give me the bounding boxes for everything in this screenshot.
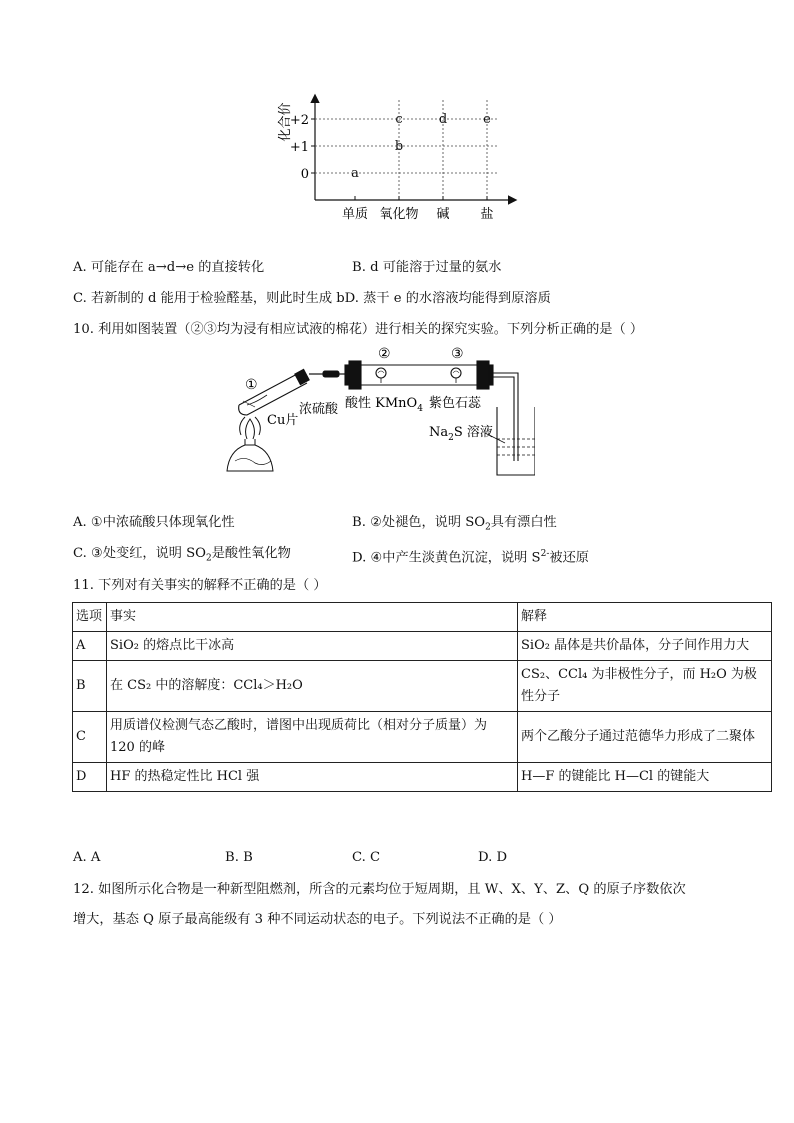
row-option: D — [73, 763, 107, 792]
q11-answer-d: D. D — [478, 850, 508, 865]
q10-option-a: A. ①中浓硫酸只体现氧化性 — [73, 515, 235, 530]
q10-option-d: D. ④中产生淡黄色沉淀，说明 $S^{2-}$被还原 — [352, 549, 589, 566]
q12-stem-line2: 增大，基态 Q 原子最高能级有 3 种不同运动状态的电子。下列说法不正确的是（ ） — [73, 912, 562, 927]
label-cu: Cu片 — [267, 413, 299, 428]
y-tick-label: 0 — [300, 167, 309, 182]
x-tick-label: 碱 — [436, 207, 450, 222]
table-row — [73, 661, 772, 712]
y-axis-label: 化合价 — [278, 102, 293, 142]
table-row — [73, 763, 772, 792]
label-1: ① — [245, 377, 258, 393]
row-explain: H—F 的键能比 H—Cl 的键能大 — [518, 763, 772, 792]
label-acid: 浓硫酸 — [299, 402, 339, 417]
q9-option-c-d: C. 若新制的 d 能用于检验醛基，则此时生成 bD. 蒸干 e 的水溶液均能得到原溶质 — [73, 291, 551, 306]
header-option: 选项 — [73, 603, 107, 632]
row-explain: 两个乙酸分子通过范德华力形成了二聚体 — [518, 712, 772, 763]
q12-stem-line1: 12. 如图所示化合物是一种新型阻燃剂，所含的元素均位于短周期，且 W、X、Y、Z、Q 的原子序数依次 — [73, 882, 686, 897]
glass-tube — [345, 361, 518, 461]
point-d: d — [438, 112, 448, 127]
valence-chart — [265, 92, 525, 227]
row-fact: 在 CS₂ 中的溶解度：CCl₄＞H₂O — [107, 661, 518, 712]
x-tick-label: 盐 — [480, 207, 494, 222]
table-row — [73, 632, 772, 661]
y-tick-labels — [290, 113, 315, 182]
row-fact: SiO₂ 的熔点比干冰高 — [107, 632, 518, 661]
table-header-row — [73, 603, 772, 632]
q11-answer-c: C. C — [352, 850, 381, 865]
connector — [295, 369, 349, 384]
q9-option-a: A. 可能存在 a→d→e 的直接转化 — [73, 260, 265, 275]
q11-table — [72, 602, 772, 792]
table-row — [73, 712, 772, 763]
label-na2s: $Na_2S$ 溶液 — [429, 425, 493, 443]
chart-points — [351, 112, 491, 181]
row-fact: HF 的热稳定性比 HCl 强 — [107, 763, 518, 792]
beaker — [485, 407, 535, 475]
q9-option-b: B. d 可能溶于过量的氨水 — [352, 260, 502, 275]
q11-answer-b: B. B — [225, 850, 253, 865]
row-explain: SiO₂ 晶体是共价晶体，分子间作用力大 — [518, 632, 772, 661]
y-tick-label: +1 — [289, 140, 309, 155]
row-option: A — [73, 632, 107, 661]
x-tick-label: 氧化物 — [379, 207, 419, 222]
label-2: ② — [378, 346, 391, 362]
point-a: a — [351, 166, 359, 181]
label-litmus: 紫色石蕊 — [429, 396, 482, 411]
point-e: e — [483, 112, 491, 127]
label-3: ③ — [451, 346, 464, 362]
header-fact: 事实 — [107, 603, 518, 632]
q11-answer-a: A. A — [73, 850, 101, 865]
q10-option-b: B. ②处褪色，说明 $SO_2$具有漂白性 — [352, 515, 557, 533]
row-fact: 用质谱仪检测气态乙酸时，谱图中出现质荷比（相对分子质量）为 120 的峰 — [107, 712, 518, 763]
q11-stem: 11. 下列对有关事实的解释不正确的是（ ） — [73, 578, 327, 593]
q10-apparatus — [215, 343, 535, 483]
point-c: c — [395, 112, 403, 127]
x-tick-label: 单质 — [341, 207, 369, 222]
label-kmno4: 酸性 KMnO$_4$ — [345, 396, 423, 414]
q10-stem: 10. 利用如图装置（②③均为浸有相应试液的棉花）进行相关的探究实验。下列分析正确的是（ ） — [73, 322, 644, 337]
row-option: B — [73, 661, 107, 712]
row-option: C — [73, 712, 107, 763]
header-explain: 解释 — [518, 603, 772, 632]
q10-option-c: C. ③处变红，说明 $SO_2$是酸性氧化物 — [73, 546, 291, 564]
point-b: b — [394, 139, 404, 154]
y-tick-label: +2 — [289, 113, 309, 128]
row-explain: CS₂、CCl₄ 为非极性分子，而 H₂O 为极性分子 — [518, 661, 772, 712]
